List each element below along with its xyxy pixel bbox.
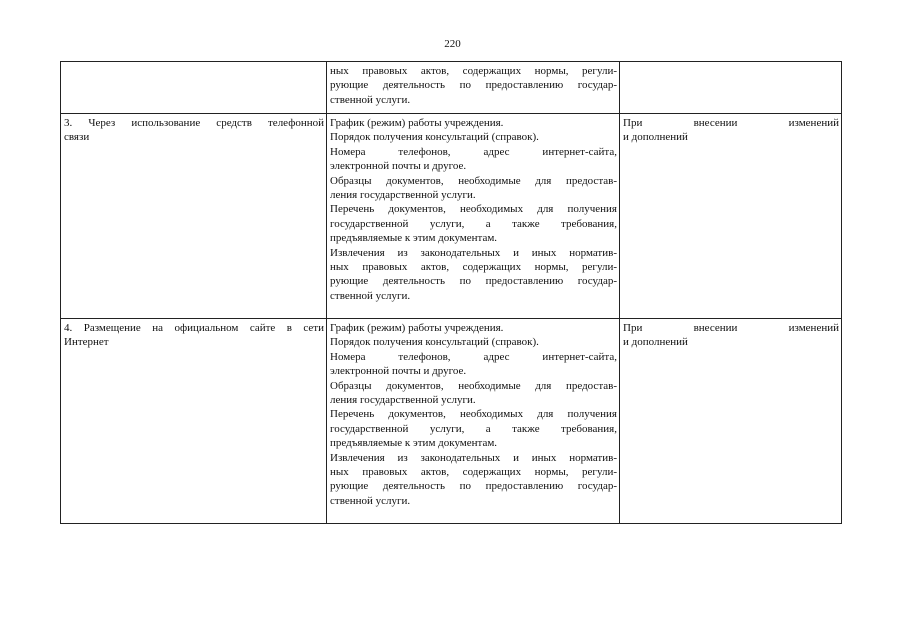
cell-line: и дополнений	[623, 336, 688, 349]
cell-timing	[620, 114, 842, 319]
cell-line: Перечень документов, необходимых для получения	[330, 408, 617, 421]
cell-line: График (режим) работы учреждения.	[330, 322, 504, 334]
cell-line: Извлечения из законодательных и иных норматив-	[330, 451, 617, 464]
cell-line: электронной почты и другое.	[330, 365, 467, 378]
table-row	[61, 319, 842, 524]
cell-line: График (режим) работы учреждения.	[330, 117, 504, 129]
cell-line: ственной услуги.	[330, 289, 411, 302]
cell-line: электронной почты и другое.	[330, 160, 467, 173]
cell-content	[327, 319, 620, 524]
cell-line: рующие деятельность по предоставлению государ-	[330, 480, 617, 493]
cell-line: ных правовых актов, содержащих нормы, регули-	[330, 65, 617, 77]
cell-line: ления государственной услуги.	[330, 394, 476, 407]
cell-line: предъявляемые к этим документам.	[330, 437, 498, 450]
services-table	[60, 61, 842, 524]
cell-line: Порядок получения консультаций (справок).	[330, 336, 539, 349]
cell-line: Образцы документов, необходимые для предостав-	[330, 379, 617, 392]
cell-line: ных правовых актов, содержащих нормы, регули-	[330, 466, 617, 479]
cell-method	[61, 114, 327, 319]
cell-line: Интернет	[64, 336, 109, 349]
cell-line: предъявляемые к этим документам.	[330, 232, 498, 245]
cell-line: государственной услуги, а также требования,	[330, 422, 617, 435]
cell-line: 3. Через использование средств телефонной	[64, 117, 324, 129]
cell-line: 4. Размещение на официальном сайте в сети	[64, 322, 324, 334]
cell-line: Образцы документов, необходимые для предостав-	[330, 174, 617, 187]
cell-timing	[620, 319, 842, 524]
cell-line: связи	[64, 131, 90, 144]
cell-line: Номера телефонов, адрес интернет-сайта,	[330, 350, 617, 363]
cell-content	[327, 62, 620, 114]
cell-content	[327, 114, 620, 319]
cell-line: ственной услуги.	[330, 93, 411, 106]
cell-line: ных правовых актов, содержащих нормы, регули-	[330, 261, 617, 274]
cell-line: Порядок получения консультаций (справок).	[330, 131, 539, 144]
cell-method	[61, 62, 327, 114]
cell-line: и дополнений	[623, 131, 688, 144]
cell-line: государственной услуги, а также требования,	[330, 217, 617, 230]
cell-timing	[620, 62, 842, 114]
cell-line: Перечень документов, необходимых для получения	[330, 203, 617, 216]
cell-line: рующие деятельность по предоставлению государ-	[330, 79, 617, 92]
page-number: 220	[444, 38, 461, 50]
cell-line: Номера телефонов, адрес интернет-сайта,	[330, 145, 617, 158]
table-row	[61, 62, 842, 114]
table-row	[61, 114, 842, 319]
cell-line: При внесении изменений	[623, 322, 839, 334]
cell-line: рующие деятельность по предоставлению государ-	[330, 275, 617, 288]
cell-line: ственной услуги.	[330, 494, 411, 507]
cell-line: Извлечения из законодательных и иных норматив-	[330, 246, 617, 259]
cell-method	[61, 319, 327, 524]
cell-line: При внесении изменений	[623, 117, 839, 129]
cell-line: ления государственной услуги.	[330, 189, 476, 202]
